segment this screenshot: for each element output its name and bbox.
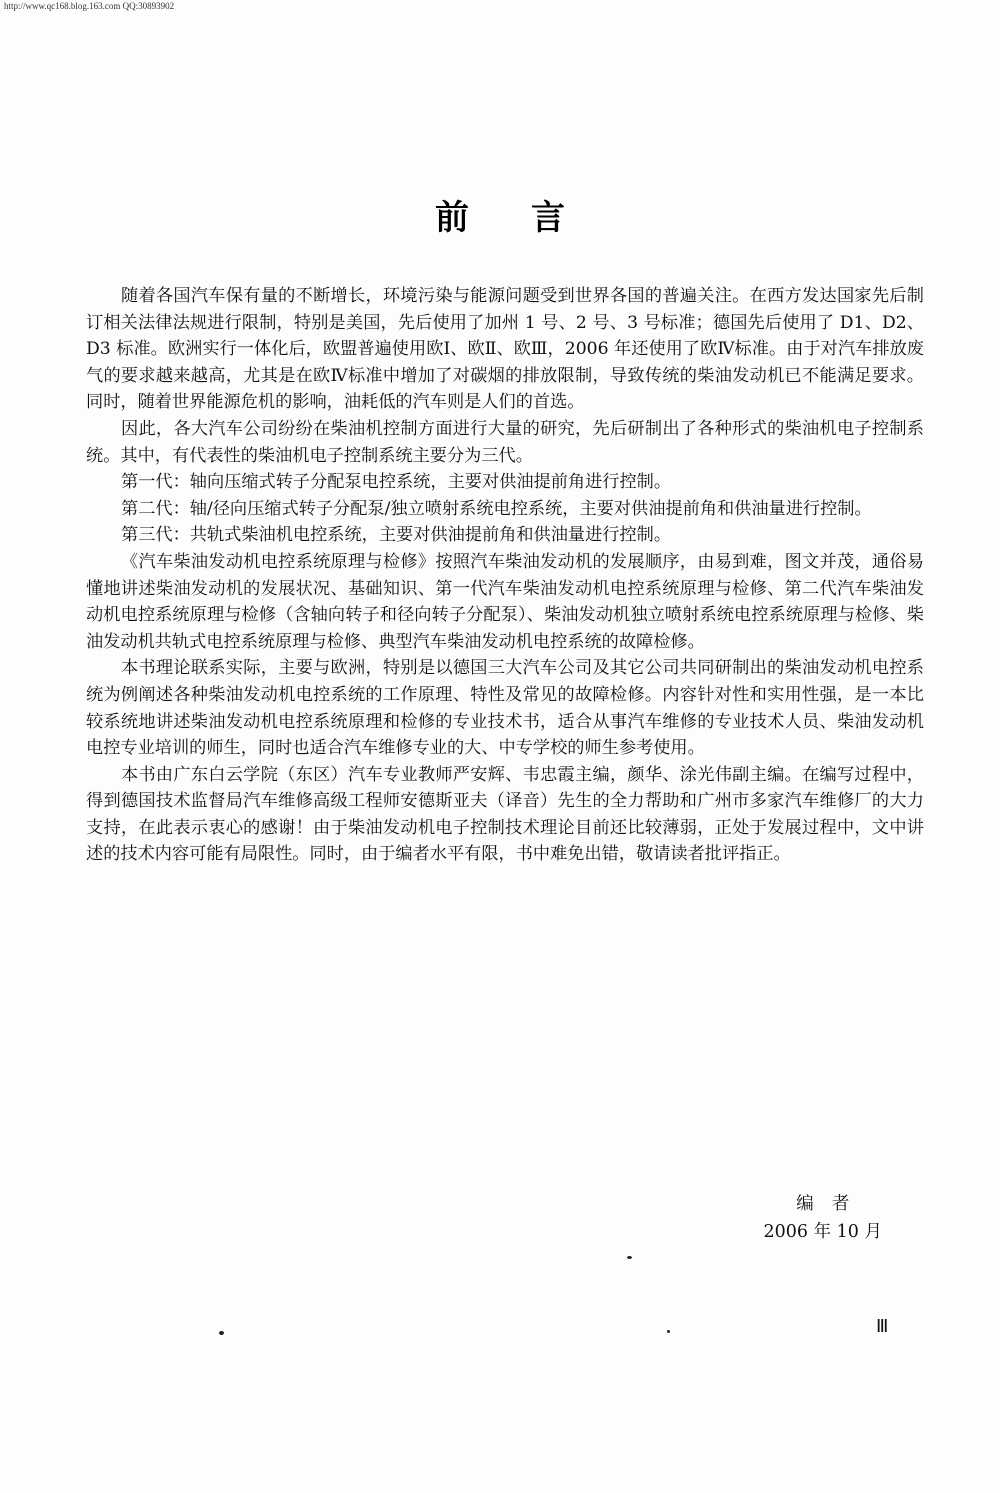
paragraph-4: 第二代：轴/径向压缩式转子分配泵/独立喷射系统电控系统，主要对供油提前角和供油量进行控制。 (121, 498, 872, 519)
scan-speck (627, 1256, 632, 1259)
paragraph-6: 《汽车柴油发动机电控系统原理与检修》按照汽车柴油发动机的发展顺序，由易到难，图文并茂，通俗易懂地讲述柴油发动机的发展状况、基础知识、第一代汽车柴油发动机电控系统原理与检修、第二代汽车柴油发动机电控系统原理与检修（含轴向转子和径向转子分配泵）、柴油发动机独立喷射系统电控系统原理与检修、柴油发动机共轨式电控系统原理与检修、典型汽车柴油发动机电控系统的故障检修。 (86, 551, 924, 652)
paragraph-8: 本书由广东白云学院（东区）汽车专业教师严安辉、韦忠霞主编，颜华、涂光伟副主编。在编写过程中，得到德国技术监督局汽车维修高级工程师安德斯亚夫（译音）先生的全力帮助和广州市多家汽车维修厂的大力支持，在此表示衷心的感谢！由于柴油发动机电子控制技术理论目前还比较薄弱，正处于发展过程中，文中讲述的技术内容可能有局限性。同时，由于编者水平有限，书中难免出错，敬请读者批评指正。 (86, 764, 924, 865)
title-char-2: 言 (531, 198, 565, 238)
header-watermark: http://www.qc168.blog.163.com QQ:30893902 (4, 1, 175, 11)
preface-body (86, 283, 924, 868)
paragraph-3: 第一代：轴向压缩式转子分配泵电控系统，主要对供油提前角进行控制。 (121, 472, 672, 493)
paragraph-5: 第三代：共轨式柴油机电控系统，主要对供油提前角和供油量进行控制。 (121, 525, 672, 546)
paragraph-2: 因此，各大汽车公司纷纷在柴油机控制方面进行大量的研究，先后研制出了各种形式的柴油机电子控制系统。其中，有代表性的柴油机电子控制系统主要分为三代。 (86, 418, 924, 466)
signature-block (764, 1190, 883, 1246)
signature-date: 2006 年 10 月 (763, 1222, 882, 1242)
paragraph-1: 随着各国汽车保有量的不断增长，环境污染与能源问题受到世界各国的普遍关注。在西方发达国家先后制订相关法律法规进行限制，特别是美国，先后使用了加州 1 号、2 号、3 号标准；德国先后使用了 D1、D2、D3 标准。欧洲实行一体化后，欧盟普遍使用欧Ⅰ、欧Ⅱ、欧Ⅲ，2006 年还使用了欧Ⅳ标准。由于对汽车排放废气的要求越来越高，尤其是在欧Ⅳ标准中增加了对碳烟的排放限制，导致传统的柴油发动机已不能满足要求。同时，随着世界能源危机的影响，油耗低的汽车则是人们的首选。 (86, 286, 924, 413)
scan-speck (667, 1330, 670, 1333)
signature-author: 编者 (796, 1194, 868, 1214)
page-number: Ⅲ (876, 1316, 888, 1336)
title-char-1: 前 (435, 198, 469, 238)
paragraph-7: 本书理论联系实际，主要与欧洲，特别是以德国三大汽车公司及其它公司共同研制出的柴油发动机电控系统为例阐述各种柴油发动机电控系统的工作原理、特性及常见的故障检修。内容针对性和实用性强，是一本比较系统地讲述柴油发动机电控系统原理和检修的专业技术书，适合从事汽车维修的专业技术人员、柴油发动机电控专业培训的师生，同时也适合汽车维修专业的大、中专学校的师生参考使用。 (86, 658, 924, 759)
page-title (0, 190, 1000, 239)
scan-speck (219, 1331, 224, 1335)
